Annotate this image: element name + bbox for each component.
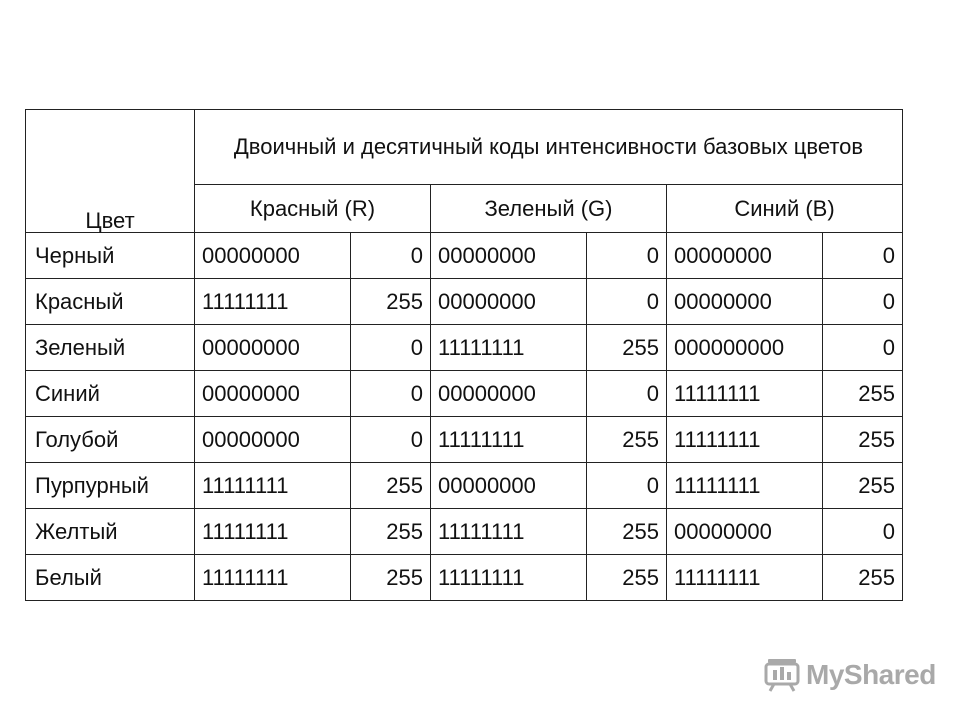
- green-decimal-cell: 0: [587, 233, 667, 279]
- red-binary-cell: 00000000: [195, 371, 351, 417]
- red-binary-cell: 11111111: [195, 555, 351, 601]
- table-row: [26, 371, 903, 417]
- blue-decimal-cell: 0: [823, 279, 903, 325]
- blue-decimal-cell: 255: [823, 555, 903, 601]
- color-name-cell: Белый: [26, 555, 195, 601]
- red-decimal-cell: 255: [351, 555, 431, 601]
- blue-binary-cell: 11111111: [667, 463, 823, 509]
- blue-binary-cell: 00000000: [667, 279, 823, 325]
- color-name-cell: Красный: [26, 279, 195, 325]
- channel-header-blue: Синий (B): [667, 185, 903, 233]
- blue-decimal-cell: 0: [823, 509, 903, 555]
- blue-decimal-cell: 255: [823, 417, 903, 463]
- green-decimal-cell: 255: [587, 417, 667, 463]
- red-binary-cell: 11111111: [195, 463, 351, 509]
- table-row: [26, 417, 903, 463]
- red-binary-cell: 00000000: [195, 325, 351, 371]
- green-decimal-cell: 255: [587, 509, 667, 555]
- green-binary-cell: 11111111: [431, 509, 587, 555]
- table-row: [26, 463, 903, 509]
- green-binary-cell: 11111111: [431, 417, 587, 463]
- green-decimal-cell: 0: [587, 371, 667, 417]
- green-decimal-cell: 0: [587, 279, 667, 325]
- color-name-cell: Голубой: [26, 417, 195, 463]
- green-binary-cell: 00000000: [431, 279, 587, 325]
- table-row: [26, 509, 903, 555]
- red-decimal-cell: 255: [351, 463, 431, 509]
- myshared-watermark: [764, 655, 934, 695]
- color-rows: [26, 233, 903, 601]
- red-binary-cell: 00000000: [195, 417, 351, 463]
- blue-decimal-cell: 0: [823, 325, 903, 371]
- green-binary-cell: 00000000: [431, 463, 587, 509]
- red-binary-cell: 00000000: [195, 233, 351, 279]
- red-decimal-cell: 255: [351, 279, 431, 325]
- red-decimal-cell: 0: [351, 233, 431, 279]
- channel-header-green: Зеленый (G): [431, 185, 667, 233]
- green-binary-cell: 11111111: [431, 325, 587, 371]
- green-decimal-cell: 255: [587, 325, 667, 371]
- green-binary-cell: 00000000: [431, 371, 587, 417]
- table-row: [26, 555, 903, 601]
- blue-decimal-cell: 255: [823, 463, 903, 509]
- color-name-cell: Синий: [26, 371, 195, 417]
- channel-header-red: Красный (R): [195, 185, 431, 233]
- blue-binary-cell: 11111111: [667, 555, 823, 601]
- header-row-top: [26, 110, 903, 185]
- red-decimal-cell: 0: [351, 325, 431, 371]
- color-name-cell: Черный: [26, 233, 195, 279]
- green-decimal-cell: 255: [587, 555, 667, 601]
- blue-decimal-cell: 0: [823, 233, 903, 279]
- blue-binary-cell: 11111111: [667, 371, 823, 417]
- green-binary-cell: 11111111: [431, 555, 587, 601]
- table-row: [26, 233, 903, 279]
- color-name-cell: Зеленый: [26, 325, 195, 371]
- red-decimal-cell: 0: [351, 417, 431, 463]
- blue-binary-cell: 000000000: [667, 325, 823, 371]
- blue-decimal-cell: 255: [823, 371, 903, 417]
- red-binary-cell: 11111111: [195, 279, 351, 325]
- color-codes-table: [25, 109, 903, 601]
- color-column-header: Цвет: [26, 110, 195, 233]
- blue-binary-cell: 11111111: [667, 417, 823, 463]
- red-decimal-cell: 0: [351, 371, 431, 417]
- blue-binary-cell: 00000000: [667, 509, 823, 555]
- red-binary-cell: 11111111: [195, 509, 351, 555]
- green-decimal-cell: 0: [587, 463, 667, 509]
- presentation-board-icon: [764, 658, 800, 692]
- table-row: [26, 279, 903, 325]
- blue-binary-cell: 00000000: [667, 233, 823, 279]
- intensity-group-header: Двоичный и десятичный коды интенсивности базовых цветов: [195, 110, 903, 185]
- table-row: [26, 325, 903, 371]
- green-binary-cell: 00000000: [431, 233, 587, 279]
- color-name-cell: Желтый: [26, 509, 195, 555]
- red-decimal-cell: 255: [351, 509, 431, 555]
- color-name-cell: Пурпурный: [26, 463, 195, 509]
- watermark-text: MyShared: [806, 659, 936, 690]
